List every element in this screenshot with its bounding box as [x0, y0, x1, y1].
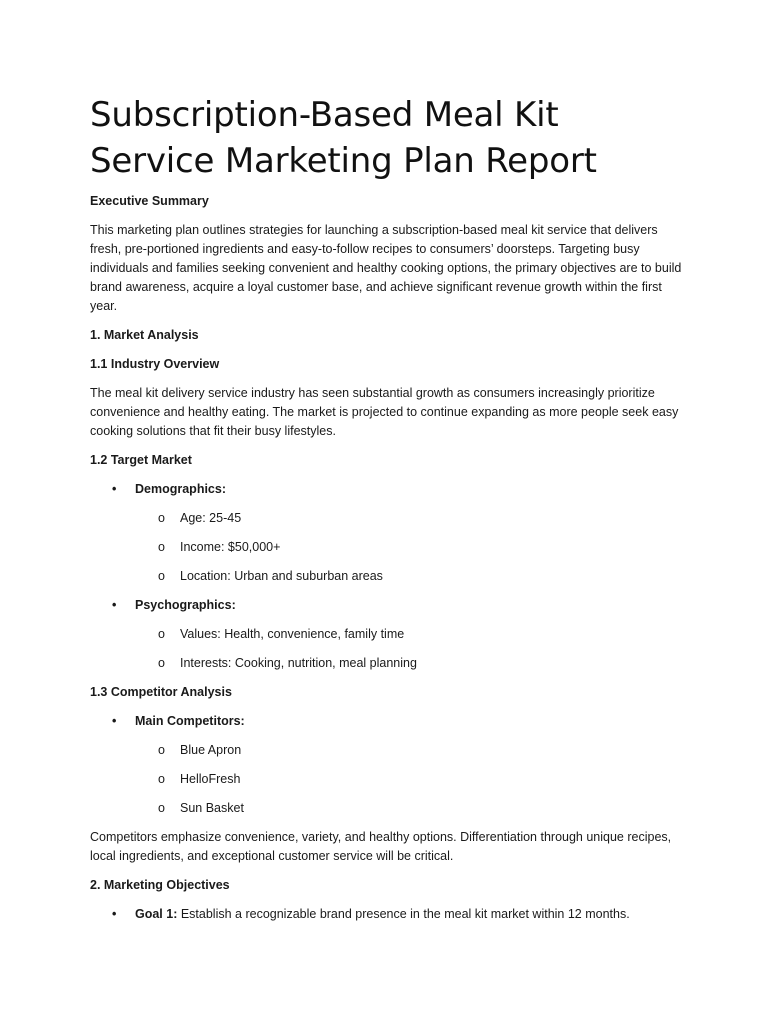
psychographics-sublist — [135, 625, 690, 672]
bullet-icon: • — [112, 598, 117, 612]
list-item-text: Location: Urban and suburban areas — [180, 569, 383, 583]
executive-summary-text: This marketing plan outlines strategies for launching a subscription-based meal kit service that delivers fresh, pre-portioned ingredients and easy-to-follow recipes to consumers’ doorsteps. Targeting busy individuals and families seeking convenient and healthy cooking options, the primary objectives are to build brand awareness, acquire a loyal customer base, and achieve significant revenue growth within the first year. — [90, 223, 682, 313]
list-item-psychographics — [90, 596, 690, 672]
sub-bullet-icon: o — [158, 801, 165, 815]
list-item-text: Values: Health, convenience, family time — [180, 627, 405, 641]
demographics-sublist — [135, 509, 690, 585]
industry-overview-text: The meal kit delivery service industry has seen substantial growth as consumers increasingly prioritize convenience and healthy eating. The market is projected to continue expanding as more people seek easy cooking solutions that fit their busy lifestyles. — [90, 386, 679, 438]
competitor-analysis-heading: 1.3 Competitor Analysis — [90, 685, 232, 699]
goal-1-label: Goal 1: — [135, 907, 178, 921]
list-item — [135, 799, 690, 817]
executive-summary-heading: Executive Summary — [90, 194, 209, 208]
competitor-list — [90, 712, 690, 817]
list-item-demographics — [90, 480, 690, 585]
list-item-text: Interests: Cooking, nutrition, meal planning — [180, 656, 417, 670]
list-item — [135, 654, 690, 672]
list-item — [135, 741, 690, 759]
list-item — [135, 538, 690, 556]
sub-bullet-icon: o — [158, 540, 165, 554]
list-item — [135, 625, 690, 643]
list-item — [135, 509, 690, 527]
sub-bullet-icon: o — [158, 569, 165, 583]
goal-1-text: Establish a recognizable brand presence in the meal kit market within 12 months. — [177, 907, 630, 921]
demographics-label: Demographics: — [135, 482, 226, 496]
market-analysis-heading: 1. Market Analysis — [90, 328, 199, 342]
sub-bullet-icon: o — [158, 656, 165, 670]
bullet-icon: • — [112, 907, 117, 921]
bullet-icon: • — [112, 482, 117, 496]
industry-overview-heading: 1.1 Industry Overview — [90, 357, 220, 371]
main-competitors-label: Main Competitors: — [135, 714, 245, 728]
competitors-sublist — [135, 741, 690, 817]
objectives-list — [90, 905, 690, 923]
list-item-text: Sun Basket — [180, 801, 244, 815]
sub-bullet-icon: o — [158, 772, 165, 786]
list-item-text: Income: $50,000+ — [180, 540, 281, 554]
psychographics-label: Psychographics: — [135, 598, 236, 612]
bullet-icon: • — [112, 714, 117, 728]
sub-bullet-icon: o — [158, 511, 165, 525]
competitor-analysis-text: Competitors emphasize convenience, variety, and healthy options. Differentiation through unique recipes, local ingredients, and exceptional customer service will be critical. — [90, 830, 672, 863]
sub-bullet-icon: o — [158, 627, 165, 641]
document-title: Subscription-Based Meal Kit Service Marketing Plan Report — [90, 95, 597, 181]
list-item — [135, 567, 690, 585]
list-item-text: HelloFresh — [180, 772, 241, 786]
list-item-goal-1 — [90, 905, 690, 923]
sub-bullet-icon: o — [158, 743, 165, 757]
target-market-heading: 1.2 Target Market — [90, 453, 192, 467]
marketing-objectives-heading: 2. Marketing Objectives — [90, 878, 230, 892]
list-item-text: Blue Apron — [180, 743, 242, 757]
document-page — [90, 92, 690, 934]
list-item — [135, 770, 690, 788]
list-item-main-competitors — [90, 712, 690, 817]
list-item-text: Age: 25-45 — [180, 511, 242, 525]
target-market-list — [90, 480, 690, 672]
